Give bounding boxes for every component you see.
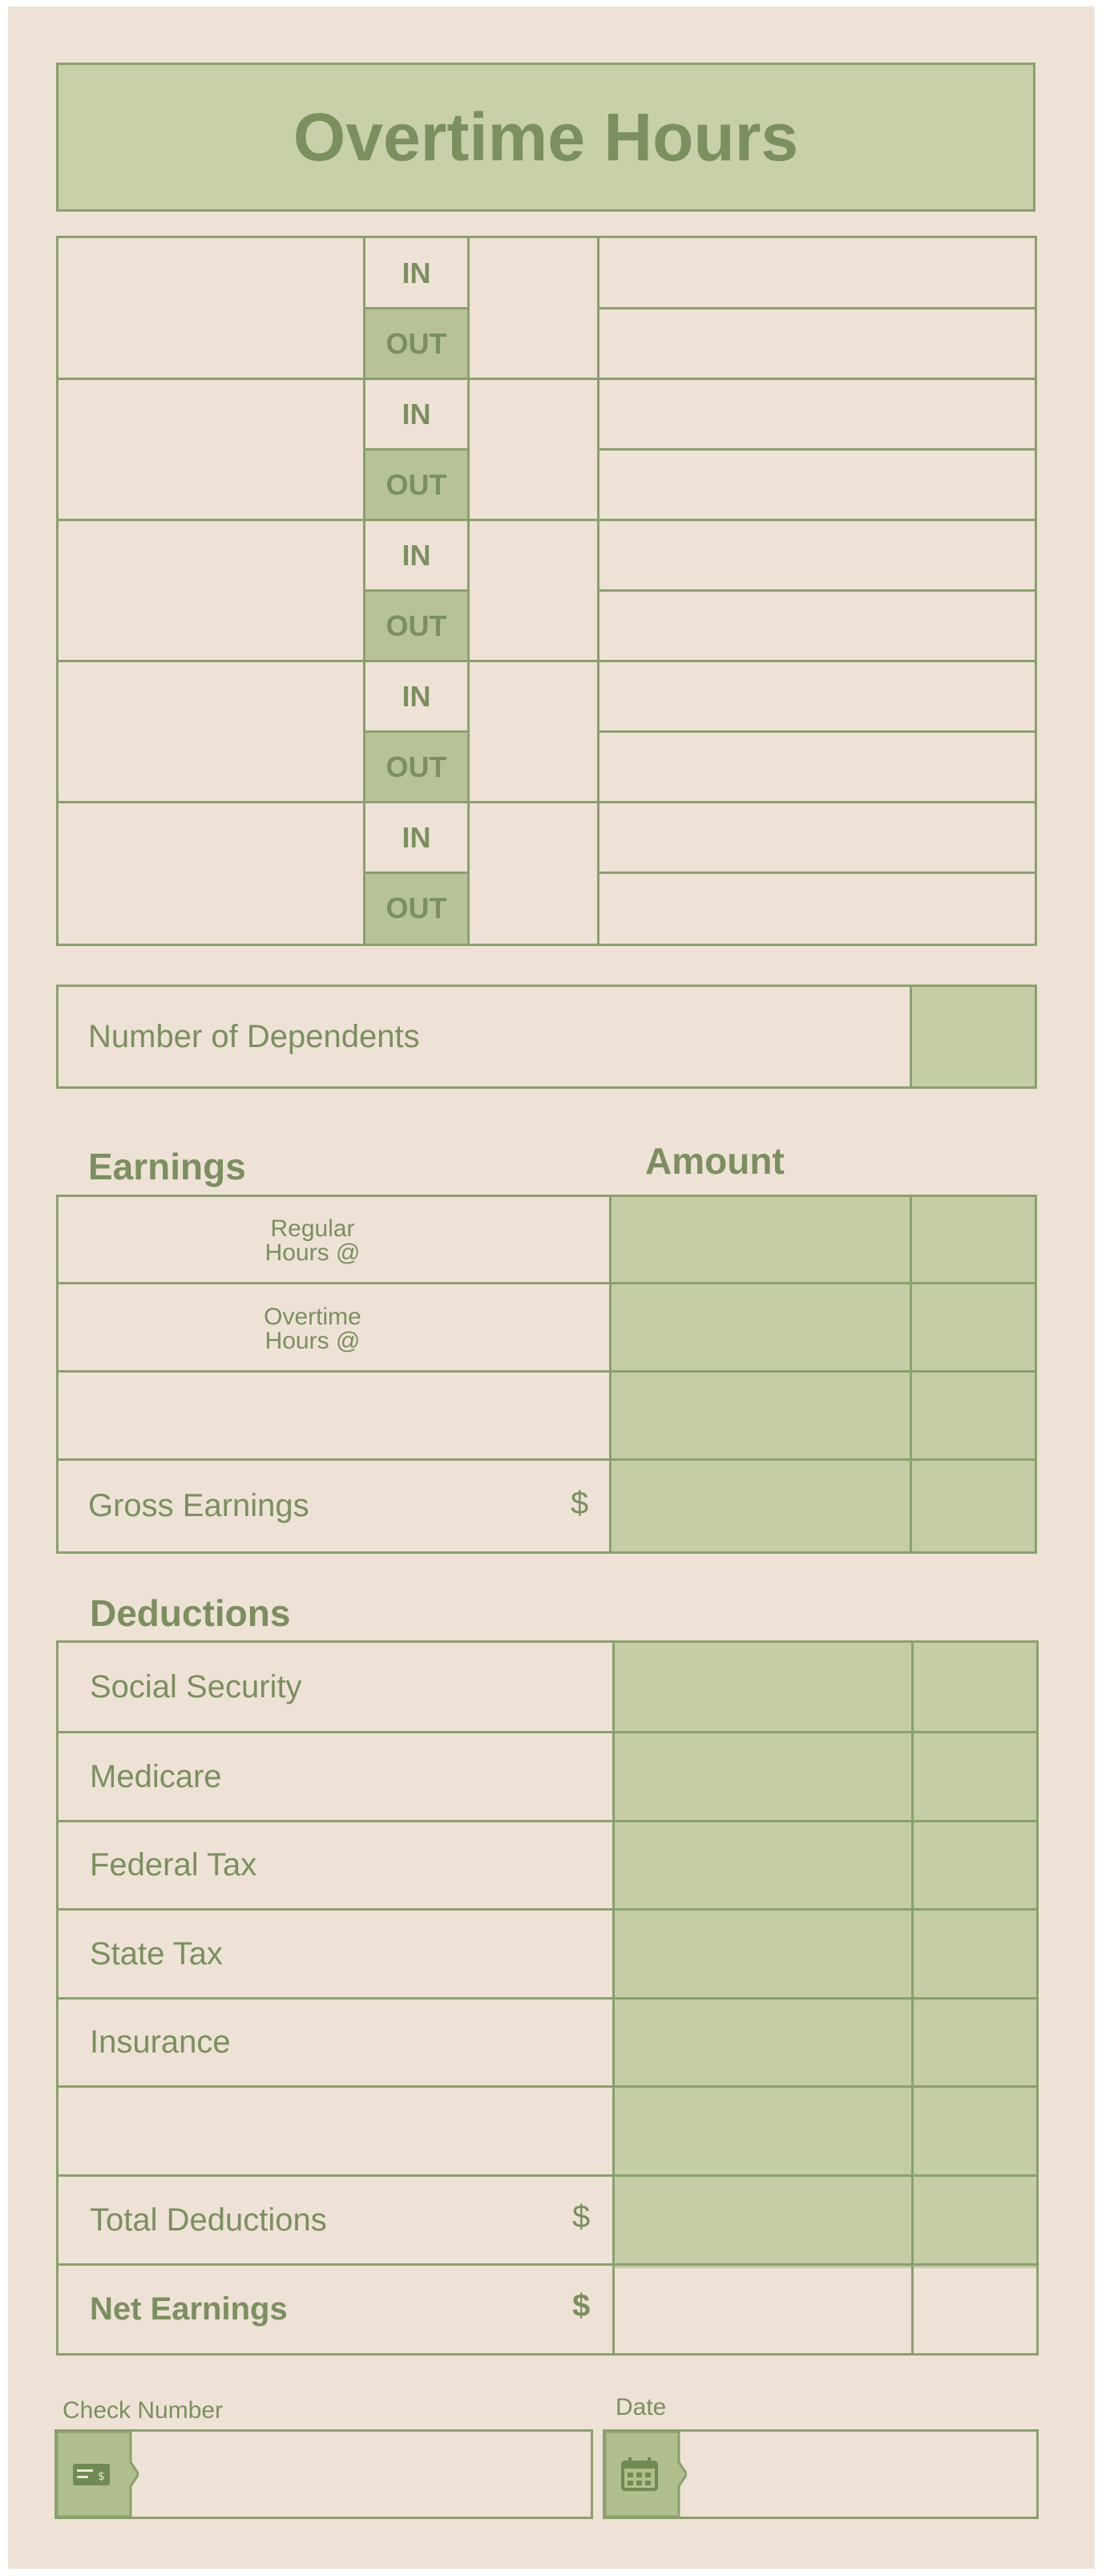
- gross-earnings-label: Gross Earnings: [88, 1488, 309, 1523]
- io-divider: [599, 871, 1035, 874]
- deduction-label-insurance: Insurance: [90, 2024, 231, 2060]
- in-label: IN: [402, 679, 431, 713]
- row-divider: [59, 2085, 1036, 2088]
- row-divider: [59, 801, 1035, 803]
- in-label: IN: [402, 820, 431, 854]
- io-divider: [365, 448, 467, 451]
- in-label: IN: [402, 397, 431, 431]
- earnings-header: Earnings: [88, 1146, 246, 1187]
- svg-text:$: $: [98, 2470, 105, 2483]
- dependents-field[interactable]: [912, 987, 1035, 1086]
- in-label: IN: [402, 538, 431, 572]
- out-label: OUT: [365, 450, 467, 520]
- timecard: [8, 6, 1095, 2569]
- overtime-line1: Overtime: [264, 1304, 361, 1330]
- io-divider: [365, 307, 467, 309]
- regular-line2: Hours @: [264, 1239, 361, 1266]
- in-label: IN: [402, 256, 431, 289]
- title-text: Overtime Hours: [293, 99, 799, 175]
- net-earnings-label: Net Earnings: [90, 2291, 288, 2327]
- io-divider: [599, 589, 1035, 592]
- regular-hours-label: [240, 1217, 385, 1265]
- row-divider: [59, 1282, 1035, 1284]
- overtime-line2: Hours @: [264, 1328, 361, 1354]
- row-divider: [59, 519, 1035, 521]
- deduction-label-social-security: Social Security: [90, 1668, 302, 1705]
- io-divider: [365, 730, 467, 733]
- deduction-label-state-tax: State Tax: [90, 1935, 224, 1971]
- overtime-hours-label: [240, 1305, 385, 1353]
- out-label: OUT: [365, 873, 467, 944]
- check-number-label: Check Number: [63, 2397, 224, 2424]
- deduction-label-medicare: Medicare: [90, 1758, 222, 1794]
- total-currency: $: [572, 2198, 591, 2234]
- check-icon: [57, 2432, 139, 2517]
- out-label: OUT: [365, 309, 467, 378]
- grid-divider: [910, 1197, 912, 1551]
- date-label: Date: [616, 2394, 667, 2420]
- net-currency: $: [572, 2287, 591, 2323]
- grid-divider: [609, 1197, 612, 1551]
- regular-line1: Regular: [270, 1215, 355, 1242]
- out-label: OUT: [365, 591, 467, 661]
- grid-divider: [467, 238, 470, 944]
- io-divider: [599, 730, 1035, 733]
- deduction-label-federal-tax: Federal Tax: [90, 1847, 257, 1882]
- row-divider: [59, 660, 1035, 662]
- io-divider: [599, 307, 1035, 309]
- io-divider: [599, 448, 1035, 451]
- amount-header: Amount: [645, 1140, 785, 1182]
- page-title: [56, 63, 1035, 212]
- row-divider: [59, 1370, 1035, 1373]
- earnings-amount-column: [612, 1197, 1035, 1551]
- io-divider: [365, 871, 467, 874]
- io-divider: [365, 589, 467, 592]
- deductions-header: Deductions: [90, 1592, 291, 1634]
- row-divider: [59, 378, 1035, 380]
- out-label: OUT: [365, 732, 467, 802]
- dependents-label: Number of Dependents: [88, 1018, 420, 1054]
- calendar-icon: [605, 2432, 687, 2517]
- total-deductions-label: Total Deductions: [90, 2202, 327, 2238]
- gross-currency: $: [571, 1485, 589, 1521]
